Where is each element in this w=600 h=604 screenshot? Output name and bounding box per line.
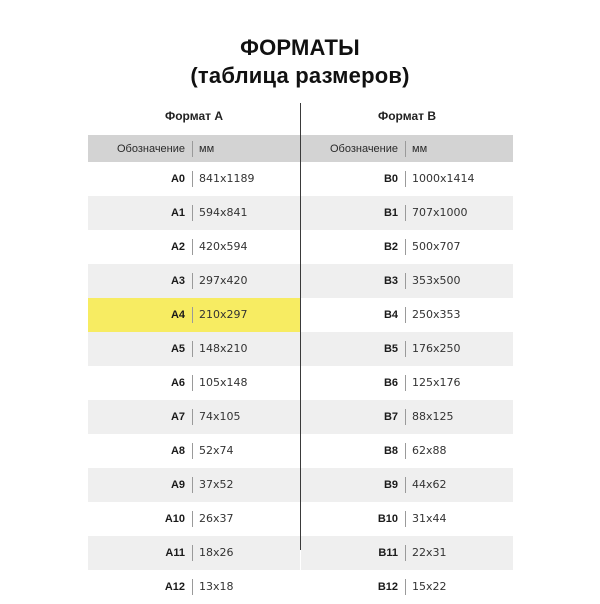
format-code: А5 bbox=[88, 341, 193, 357]
table-row bbox=[88, 332, 300, 366]
format-code: А0 bbox=[88, 171, 193, 187]
table-row bbox=[88, 264, 300, 298]
format-a-rows bbox=[88, 162, 300, 604]
column-header-mm: мм bbox=[412, 142, 428, 155]
format-dimensions: 31x44 bbox=[412, 512, 447, 525]
format-b-heading: Формат В bbox=[377, 109, 436, 123]
format-dimensions: 26x37 bbox=[199, 512, 234, 525]
format-dimensions: 297x420 bbox=[199, 274, 248, 287]
table-row bbox=[301, 468, 513, 502]
table-row bbox=[88, 196, 300, 230]
table-row bbox=[88, 570, 300, 604]
format-code: В12 bbox=[301, 579, 406, 595]
format-code: В7 bbox=[301, 409, 406, 425]
format-dimensions: 500x707 bbox=[412, 240, 461, 253]
format-code: В1 bbox=[301, 205, 406, 221]
format-dimensions: 594x841 bbox=[199, 206, 248, 219]
format-dimensions: 210x297 bbox=[199, 308, 248, 321]
format-code: А8 bbox=[88, 443, 193, 459]
table-row bbox=[88, 468, 300, 502]
format-code: В0 bbox=[301, 171, 406, 187]
table-row bbox=[301, 332, 513, 366]
format-dimensions: 176x250 bbox=[412, 342, 461, 355]
format-dimensions: 74x105 bbox=[199, 410, 241, 423]
table-row bbox=[301, 502, 513, 536]
format-code: А11 bbox=[88, 545, 193, 561]
table-row bbox=[301, 434, 513, 468]
table-row bbox=[88, 400, 300, 434]
format-b-table bbox=[301, 104, 513, 604]
table-row bbox=[88, 298, 300, 332]
format-code: В10 bbox=[301, 511, 406, 527]
format-dimensions: 22x31 bbox=[412, 546, 447, 559]
table-row bbox=[301, 536, 513, 570]
format-dimensions: 148x210 bbox=[199, 342, 248, 355]
format-dimensions: 15x22 bbox=[412, 580, 447, 593]
table-row bbox=[301, 162, 513, 196]
format-dimensions: 52x74 bbox=[199, 444, 234, 457]
table-row bbox=[301, 570, 513, 604]
format-code: В9 bbox=[301, 477, 406, 493]
format-a-header-row bbox=[88, 135, 300, 162]
table-row bbox=[88, 434, 300, 468]
format-b-header-row bbox=[301, 135, 513, 162]
format-code: В8 bbox=[301, 443, 406, 459]
format-code: А12 bbox=[88, 579, 193, 595]
format-code: А2 bbox=[88, 239, 193, 255]
format-b-rows bbox=[301, 162, 513, 604]
table-row bbox=[88, 162, 300, 196]
table-row bbox=[301, 264, 513, 298]
format-dimensions: 420x594 bbox=[199, 240, 248, 253]
page-title: ФОРМАТЫ bbox=[240, 35, 360, 60]
format-dimensions: 841x1189 bbox=[199, 172, 255, 185]
format-code: В5 bbox=[301, 341, 406, 357]
format-code: А7 bbox=[88, 409, 193, 425]
table-row bbox=[301, 196, 513, 230]
table-row bbox=[88, 536, 300, 570]
format-a-heading: Формат А bbox=[164, 109, 223, 123]
format-code: А4 bbox=[88, 307, 193, 323]
table-row bbox=[88, 502, 300, 536]
format-dimensions: 88x125 bbox=[412, 410, 454, 423]
table-row bbox=[301, 230, 513, 264]
format-dimensions: 44x62 bbox=[412, 478, 447, 491]
format-code: В6 bbox=[301, 375, 406, 391]
table-row bbox=[301, 298, 513, 332]
format-dimensions: 37x52 bbox=[199, 478, 234, 491]
format-code: А1 bbox=[88, 205, 193, 221]
table-row bbox=[88, 366, 300, 400]
table-row bbox=[301, 400, 513, 434]
format-code: А6 bbox=[88, 375, 193, 391]
format-code: А10 bbox=[88, 511, 193, 527]
format-dimensions: 13x18 bbox=[199, 580, 234, 593]
format-dimensions: 1000x1414 bbox=[412, 172, 475, 185]
column-header-mm: мм bbox=[199, 142, 215, 155]
format-dimensions: 353x500 bbox=[412, 274, 461, 287]
format-dimensions: 707x1000 bbox=[412, 206, 468, 219]
format-a-table bbox=[88, 104, 300, 604]
format-code: А9 bbox=[88, 477, 193, 493]
column-header-designation: Обозначение bbox=[88, 141, 193, 157]
page-subtitle: (таблица размеров) bbox=[190, 63, 410, 88]
format-code: В2 bbox=[301, 239, 406, 255]
format-dimensions: 18x26 bbox=[199, 546, 234, 559]
format-code: В3 bbox=[301, 273, 406, 289]
format-dimensions: 125x176 bbox=[412, 376, 461, 389]
format-code: А3 bbox=[88, 273, 193, 289]
table-row bbox=[301, 366, 513, 400]
format-dimensions: 250x353 bbox=[412, 308, 461, 321]
format-dimensions: 62x88 bbox=[412, 444, 447, 457]
format-dimensions: 105x148 bbox=[199, 376, 248, 389]
format-code: В4 bbox=[301, 307, 406, 323]
table-row bbox=[88, 230, 300, 264]
column-header-designation: Обозначение bbox=[301, 141, 406, 157]
format-code: В11 bbox=[301, 545, 406, 561]
